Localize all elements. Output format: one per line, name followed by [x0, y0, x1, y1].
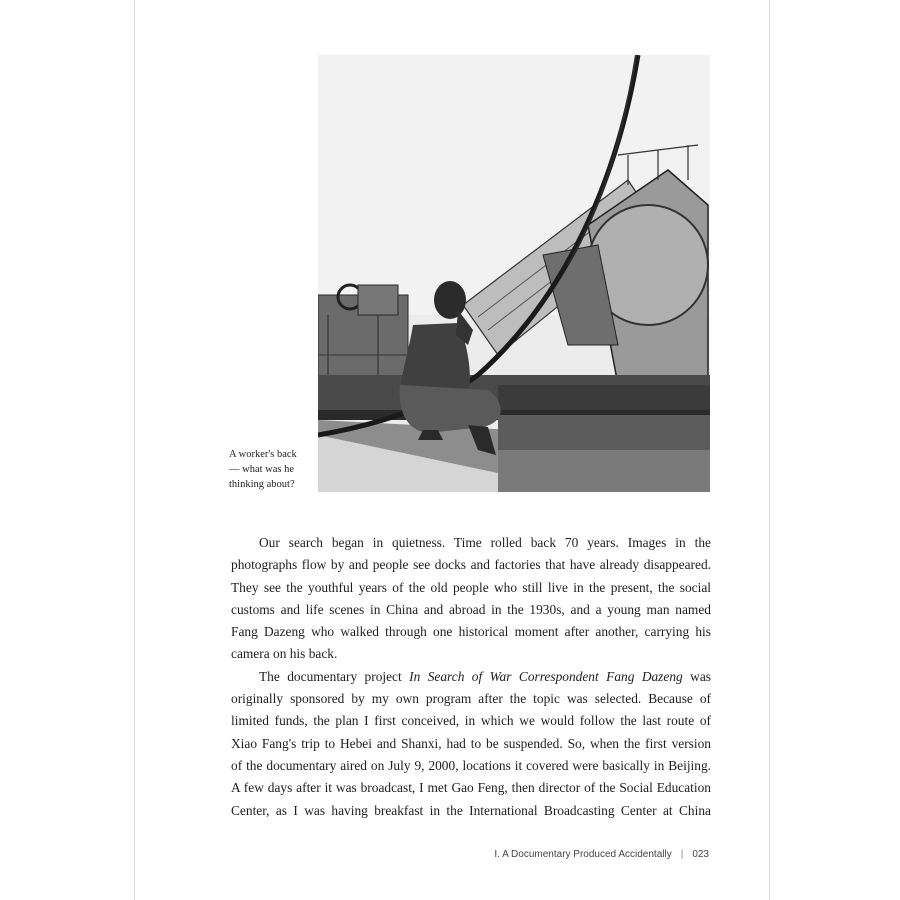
chapter-title: I. A Documentary Produced Accidentally: [494, 849, 672, 860]
text-line: camera on his back.: [231, 646, 338, 662]
text-line: photographs flow by and people see docks and factories that have already disappeared.: [231, 557, 711, 573]
caption-line: — what was he: [229, 464, 295, 475]
body-text: [231, 532, 711, 822]
text-line: originally sponsored by my own program after the topic was selected. Because of: [231, 691, 711, 707]
footer-separator: |: [680, 849, 684, 860]
paragraph: [231, 666, 711, 822]
running-footer: [494, 849, 709, 860]
text-run: was: [682, 668, 711, 684]
text-line: of the documentary aired on July 9, 2000, locations it covered were basically in Beijing.: [231, 757, 711, 773]
photo-illustration: [318, 55, 710, 492]
paragraph: [231, 532, 711, 666]
text-line: They see the youthful years of the old people who still live in the present, the social: [231, 579, 711, 595]
text-line: Fang Dazeng who walked through one historical moment after another, carrying his: [231, 624, 711, 640]
worker-photo: [318, 55, 710, 492]
text-run: The documentary project: [259, 668, 410, 684]
caption-line: thinking about?: [229, 479, 295, 490]
photo-caption: [229, 447, 311, 492]
text-line: Xiao Fang's trip to Hebei and Shanxi, had to be suspended. So, when the first version: [231, 735, 711, 751]
book-page: [134, 0, 770, 900]
text-line: Our search began in quietness. Time rolled back 70 years. Images in the: [259, 535, 711, 550]
text-line-with-title: [231, 666, 711, 688]
text-line: A few days after it was broadcast, I met Gao Feng, then director of the Social Education: [231, 780, 711, 796]
caption-line: A worker's back: [229, 449, 297, 460]
text-line: customs and life scenes in China and abroad in the 1930s, and a young man named: [231, 601, 711, 617]
page-number: 023: [692, 849, 709, 860]
text-line: limited funds, the plan I first conceived, in which we would follow the last route of: [231, 713, 711, 729]
documentary-title: In Search of War Correspondent Fang Dazeng: [409, 668, 683, 684]
text-line: Center, as I was having breakfast in the International Broadcasting Center at China: [231, 802, 711, 818]
